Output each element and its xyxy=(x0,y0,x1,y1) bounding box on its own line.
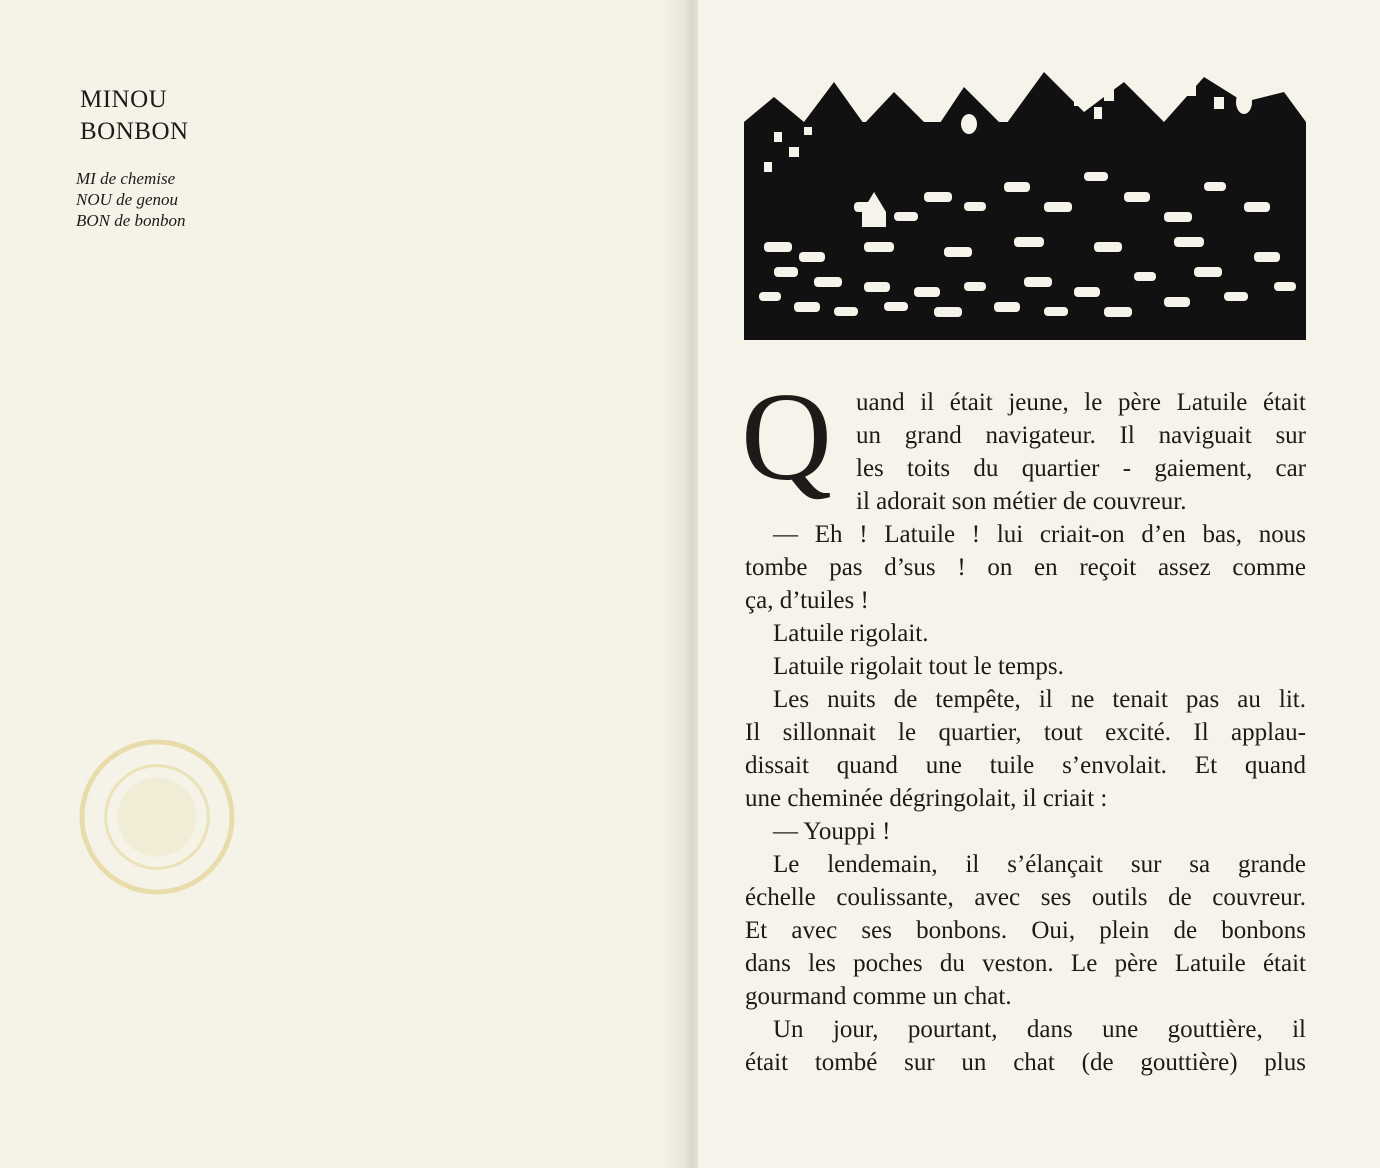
subtitle-line: NOU de genou xyxy=(76,190,178,209)
title-line-1: MINOU xyxy=(80,86,168,113)
library-stamp-icon xyxy=(78,738,236,896)
text-line: dissait quand une tuile s’envolait. Et quand xyxy=(745,752,1306,779)
text-line: échelle coulissante, avec ses outils de couvreur. xyxy=(745,884,1306,911)
text-line: un grand navigateur. Il naviguait sur xyxy=(856,422,1306,449)
text-line: gourmand comme un chat. xyxy=(745,983,1012,1010)
subtitle-line: BON de bonbon xyxy=(76,211,186,230)
text-line: Le lendemain, il s’élançait sur sa grande xyxy=(773,851,1306,878)
text-line: — Eh ! Latuile ! lui criait-on d’en bas, nous xyxy=(773,521,1306,548)
text-line: dans les poches du veston. Le père Latuile était xyxy=(745,950,1306,977)
text-line: Un jour, pourtant, dans une gouttière, il xyxy=(773,1016,1306,1043)
book-title xyxy=(80,84,189,148)
drop-cap: Q xyxy=(741,368,832,507)
text-line: les toits du quartier - gaiement, car xyxy=(856,455,1306,482)
text-line: Et avec ses bonbons. Oui, plein de bonbons xyxy=(745,917,1306,944)
story-text xyxy=(741,368,1306,1079)
text-line: était tombé sur un chat (de gouttière) plus xyxy=(745,1049,1306,1076)
book-subtitle xyxy=(76,168,186,231)
title-line-2: BONBON xyxy=(80,118,189,145)
text-line: une cheminée dégringolait, il criait : xyxy=(745,785,1108,812)
text-line: il adorait son métier de couvreur. xyxy=(856,488,1187,515)
subtitle-line: MI de chemise xyxy=(76,169,176,188)
rooftops-woodcut-illustration xyxy=(744,52,1306,340)
text-line: ça, d’tuiles ! xyxy=(745,587,869,614)
text-line: Latuile rigolait tout le temps. xyxy=(773,653,1064,680)
text-line: Latuile rigolait. xyxy=(773,620,929,647)
text-line: tombe pas d’sus ! on en reçoit assez comme xyxy=(745,554,1306,581)
text-line: uand il était jeune, le père Latuile était xyxy=(856,389,1306,416)
text-line: Il sillonnait le quartier, tout excité. Il applau- xyxy=(745,719,1306,746)
text-line: — Youppi ! xyxy=(773,818,891,845)
text-line: Les nuits de tempête, il ne tenait pas au lit. xyxy=(773,686,1306,713)
